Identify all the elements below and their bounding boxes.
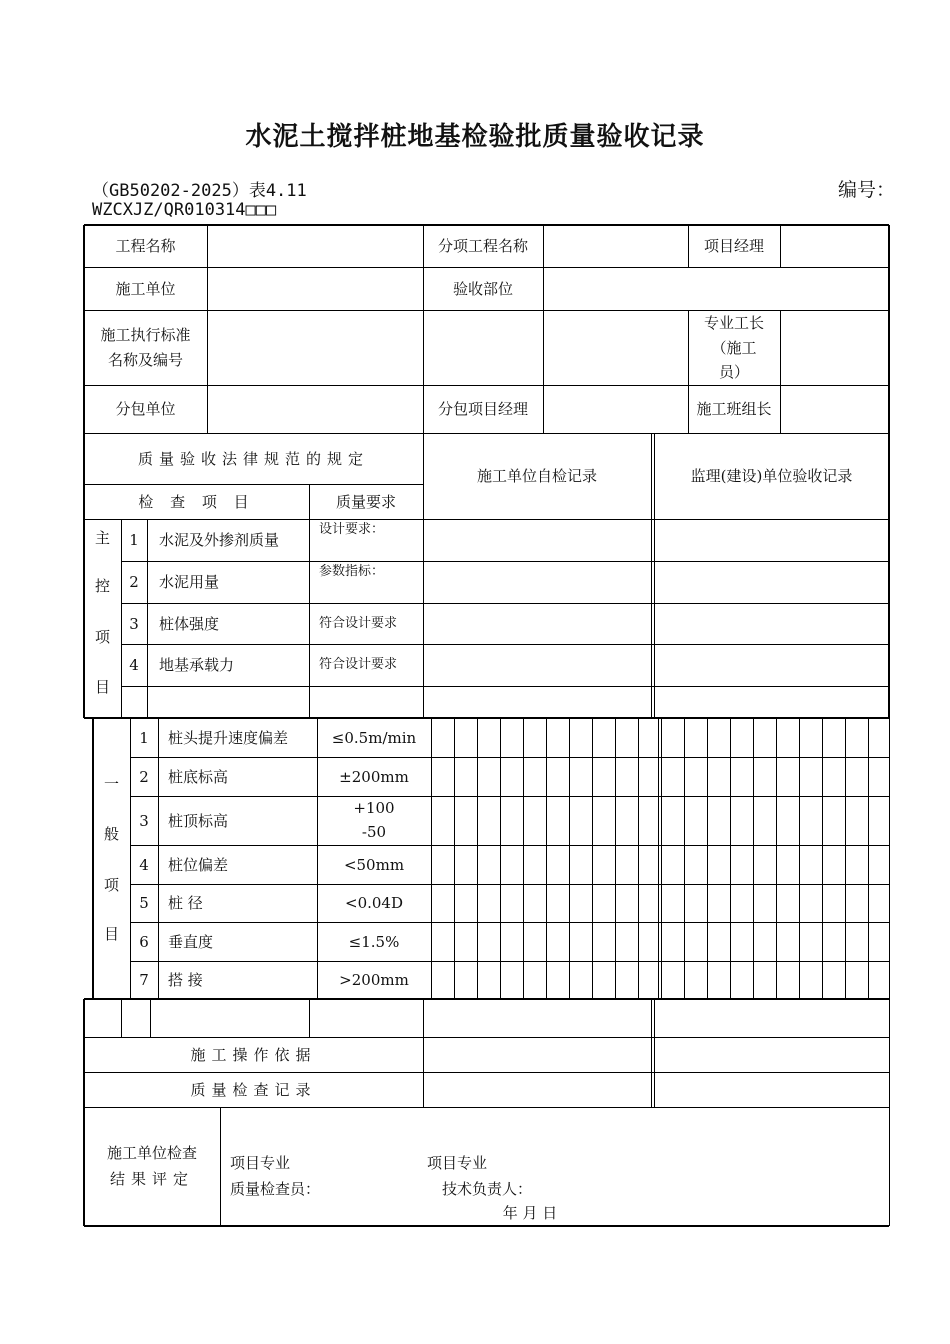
item-name: 水泥及外掺剂质量 bbox=[159, 531, 280, 549]
item-requirement: <0.04D bbox=[345, 894, 403, 912]
subcontract-unit-label: 分包单位 bbox=[115, 400, 176, 418]
sub-project-name-label: 分项工程名称 bbox=[437, 237, 528, 255]
item-number: 1 bbox=[129, 531, 139, 549]
rule-line bbox=[121, 561, 889, 562]
rule-line bbox=[84, 310, 889, 311]
item-name: 桩位偏差 bbox=[168, 855, 229, 874]
rule-line bbox=[84, 484, 423, 485]
date-label: 年 月 日 bbox=[502, 1204, 558, 1222]
item-number: 6 bbox=[139, 932, 149, 951]
rule-line bbox=[523, 718, 524, 999]
main-control-label: 项 bbox=[94, 628, 110, 646]
item-number: 2 bbox=[129, 573, 139, 591]
general-items-label: 一 bbox=[103, 775, 119, 793]
item-name: 水泥用量 bbox=[159, 573, 220, 591]
main-control-label: 目 bbox=[94, 678, 110, 696]
item-requirement: ≤0.5m/min bbox=[331, 728, 417, 747]
tech-lead-label: 技术负责人： bbox=[442, 1180, 533, 1198]
rule-line bbox=[84, 1107, 889, 1108]
number-label: 编号： bbox=[838, 179, 896, 201]
rule-line bbox=[84, 1037, 889, 1038]
rule-line bbox=[651, 999, 652, 1107]
rule-line bbox=[309, 484, 310, 718]
rule-line bbox=[684, 718, 685, 999]
item-number: 5 bbox=[139, 894, 149, 912]
rule-line bbox=[84, 998, 889, 1000]
rule-line bbox=[84, 717, 889, 719]
item-number: 3 bbox=[139, 811, 149, 830]
rule-line bbox=[638, 718, 639, 999]
foreman-label: 专业工长 bbox=[703, 314, 764, 332]
rule-line bbox=[477, 718, 478, 999]
rule-line bbox=[150, 999, 151, 1037]
foreman-label: 员） bbox=[718, 363, 749, 381]
foreman-label: （施工 bbox=[711, 339, 757, 357]
acceptance-part-label: 验收部位 bbox=[452, 279, 513, 298]
form-code: WZCXJZ/QR010314□□□ bbox=[92, 200, 277, 220]
item-number: 4 bbox=[129, 656, 139, 674]
item-number: 1 bbox=[139, 728, 149, 747]
rule-line bbox=[92, 718, 94, 999]
item-name: 桩底标高 bbox=[168, 767, 229, 786]
team-leader-label: 施工班组长 bbox=[696, 400, 772, 418]
tech-lead-label: 项目专业 bbox=[427, 1154, 488, 1172]
regulation-header: 质量验收法律规范的规定 bbox=[137, 449, 369, 468]
rule-line bbox=[753, 718, 754, 999]
item-number: 2 bbox=[139, 767, 149, 786]
exec-standard-label: 名称及编号 bbox=[107, 351, 183, 369]
item-requirement: +100 bbox=[353, 799, 395, 817]
inspector-label: 项目专业 bbox=[230, 1154, 291, 1172]
general-items-label: 目 bbox=[103, 925, 119, 943]
item-name: 搭 接 bbox=[168, 971, 203, 989]
rule-line bbox=[454, 718, 455, 999]
item-name: 桩顶标高 bbox=[168, 811, 229, 830]
rule-line bbox=[121, 644, 889, 645]
check-item-header: 检 查 项 目 bbox=[138, 492, 255, 511]
rule-line bbox=[84, 224, 889, 226]
item-name: 地基承载力 bbox=[159, 656, 235, 674]
item-number: 3 bbox=[129, 614, 139, 633]
rule-line bbox=[889, 999, 890, 1226]
rule-line bbox=[569, 718, 570, 999]
general-items-label: 般 bbox=[103, 825, 119, 843]
rule-line bbox=[654, 999, 655, 1107]
rule-line bbox=[84, 1225, 889, 1227]
quality-check-record-label: 质量检查记录 bbox=[190, 1080, 317, 1099]
inspector-label: 质量检查员： bbox=[230, 1180, 321, 1198]
rule-line bbox=[845, 718, 846, 999]
project-manager-label: 项目经理 bbox=[703, 237, 764, 255]
rule-line bbox=[84, 267, 889, 268]
rule-line bbox=[730, 718, 731, 999]
page-title: 水泥土搅拌桩地基检验批质量验收记录 bbox=[245, 122, 705, 152]
main-control-label: 主 bbox=[94, 529, 110, 547]
item-name: 桩头提升速度偏差 bbox=[168, 728, 289, 747]
evaluation-label: 施工单位检查 bbox=[106, 1144, 197, 1162]
rule-line bbox=[615, 718, 616, 999]
self-check-header: 施工单位自检记录 bbox=[476, 467, 597, 485]
rule-line bbox=[121, 999, 122, 1037]
item-number: 4 bbox=[139, 855, 149, 874]
rule-line bbox=[84, 433, 889, 434]
item-requirement: ±200mm bbox=[339, 767, 409, 786]
item-name: 垂直度 bbox=[168, 932, 214, 951]
rule-line bbox=[83, 999, 85, 1226]
subcontract-manager-label: 分包项目经理 bbox=[437, 400, 528, 418]
rule-line bbox=[776, 718, 777, 999]
rule-line bbox=[546, 718, 547, 999]
main-control-label: 控 bbox=[94, 577, 110, 595]
rule-line bbox=[889, 718, 890, 999]
rule-line bbox=[658, 718, 659, 999]
item-requirement: 符合设计要求 bbox=[319, 615, 398, 631]
rule-line bbox=[799, 718, 800, 999]
rule-line bbox=[661, 718, 662, 999]
rule-line bbox=[500, 718, 501, 999]
construction-unit-label: 施工单位 bbox=[115, 279, 176, 298]
rule-line bbox=[822, 718, 823, 999]
operation-basis-label: 施工操作依据 bbox=[190, 1045, 317, 1064]
item-requirement: <50mm bbox=[343, 855, 405, 874]
standard-reference: （GB50202-2025）表4.11 bbox=[92, 181, 307, 201]
rule-line bbox=[707, 718, 708, 999]
rule-line bbox=[121, 686, 889, 687]
rule-line bbox=[868, 718, 869, 999]
item-requirement: 设计要求： bbox=[319, 522, 385, 537]
item-requirement: >200mm bbox=[339, 971, 409, 989]
supervision-header: 监理(建设)单位验收记录 bbox=[690, 467, 853, 485]
rule-line bbox=[121, 603, 889, 604]
item-requirement: 参数指标： bbox=[319, 564, 385, 579]
item-requirement: -50 bbox=[361, 823, 387, 841]
item-name: 桩 径 bbox=[168, 894, 203, 912]
item-requirement: 符合设计要求 bbox=[319, 657, 398, 672]
rule-line bbox=[592, 718, 593, 999]
item-name: 桩体强度 bbox=[159, 614, 220, 633]
rule-line bbox=[84, 1072, 889, 1073]
evaluation-label: 结果评定 bbox=[109, 1170, 194, 1188]
quality-req-header: 质量要求 bbox=[335, 492, 396, 511]
general-items-label: 项 bbox=[103, 876, 119, 894]
rule-line bbox=[84, 385, 889, 386]
rule-line bbox=[84, 519, 889, 520]
project-name-label: 工程名称 bbox=[115, 237, 176, 255]
exec-standard-label: 施工执行标准 bbox=[100, 326, 191, 344]
item-requirement: ≤1.5% bbox=[348, 932, 400, 951]
item-number: 7 bbox=[139, 971, 149, 989]
rule-line bbox=[309, 999, 310, 1037]
